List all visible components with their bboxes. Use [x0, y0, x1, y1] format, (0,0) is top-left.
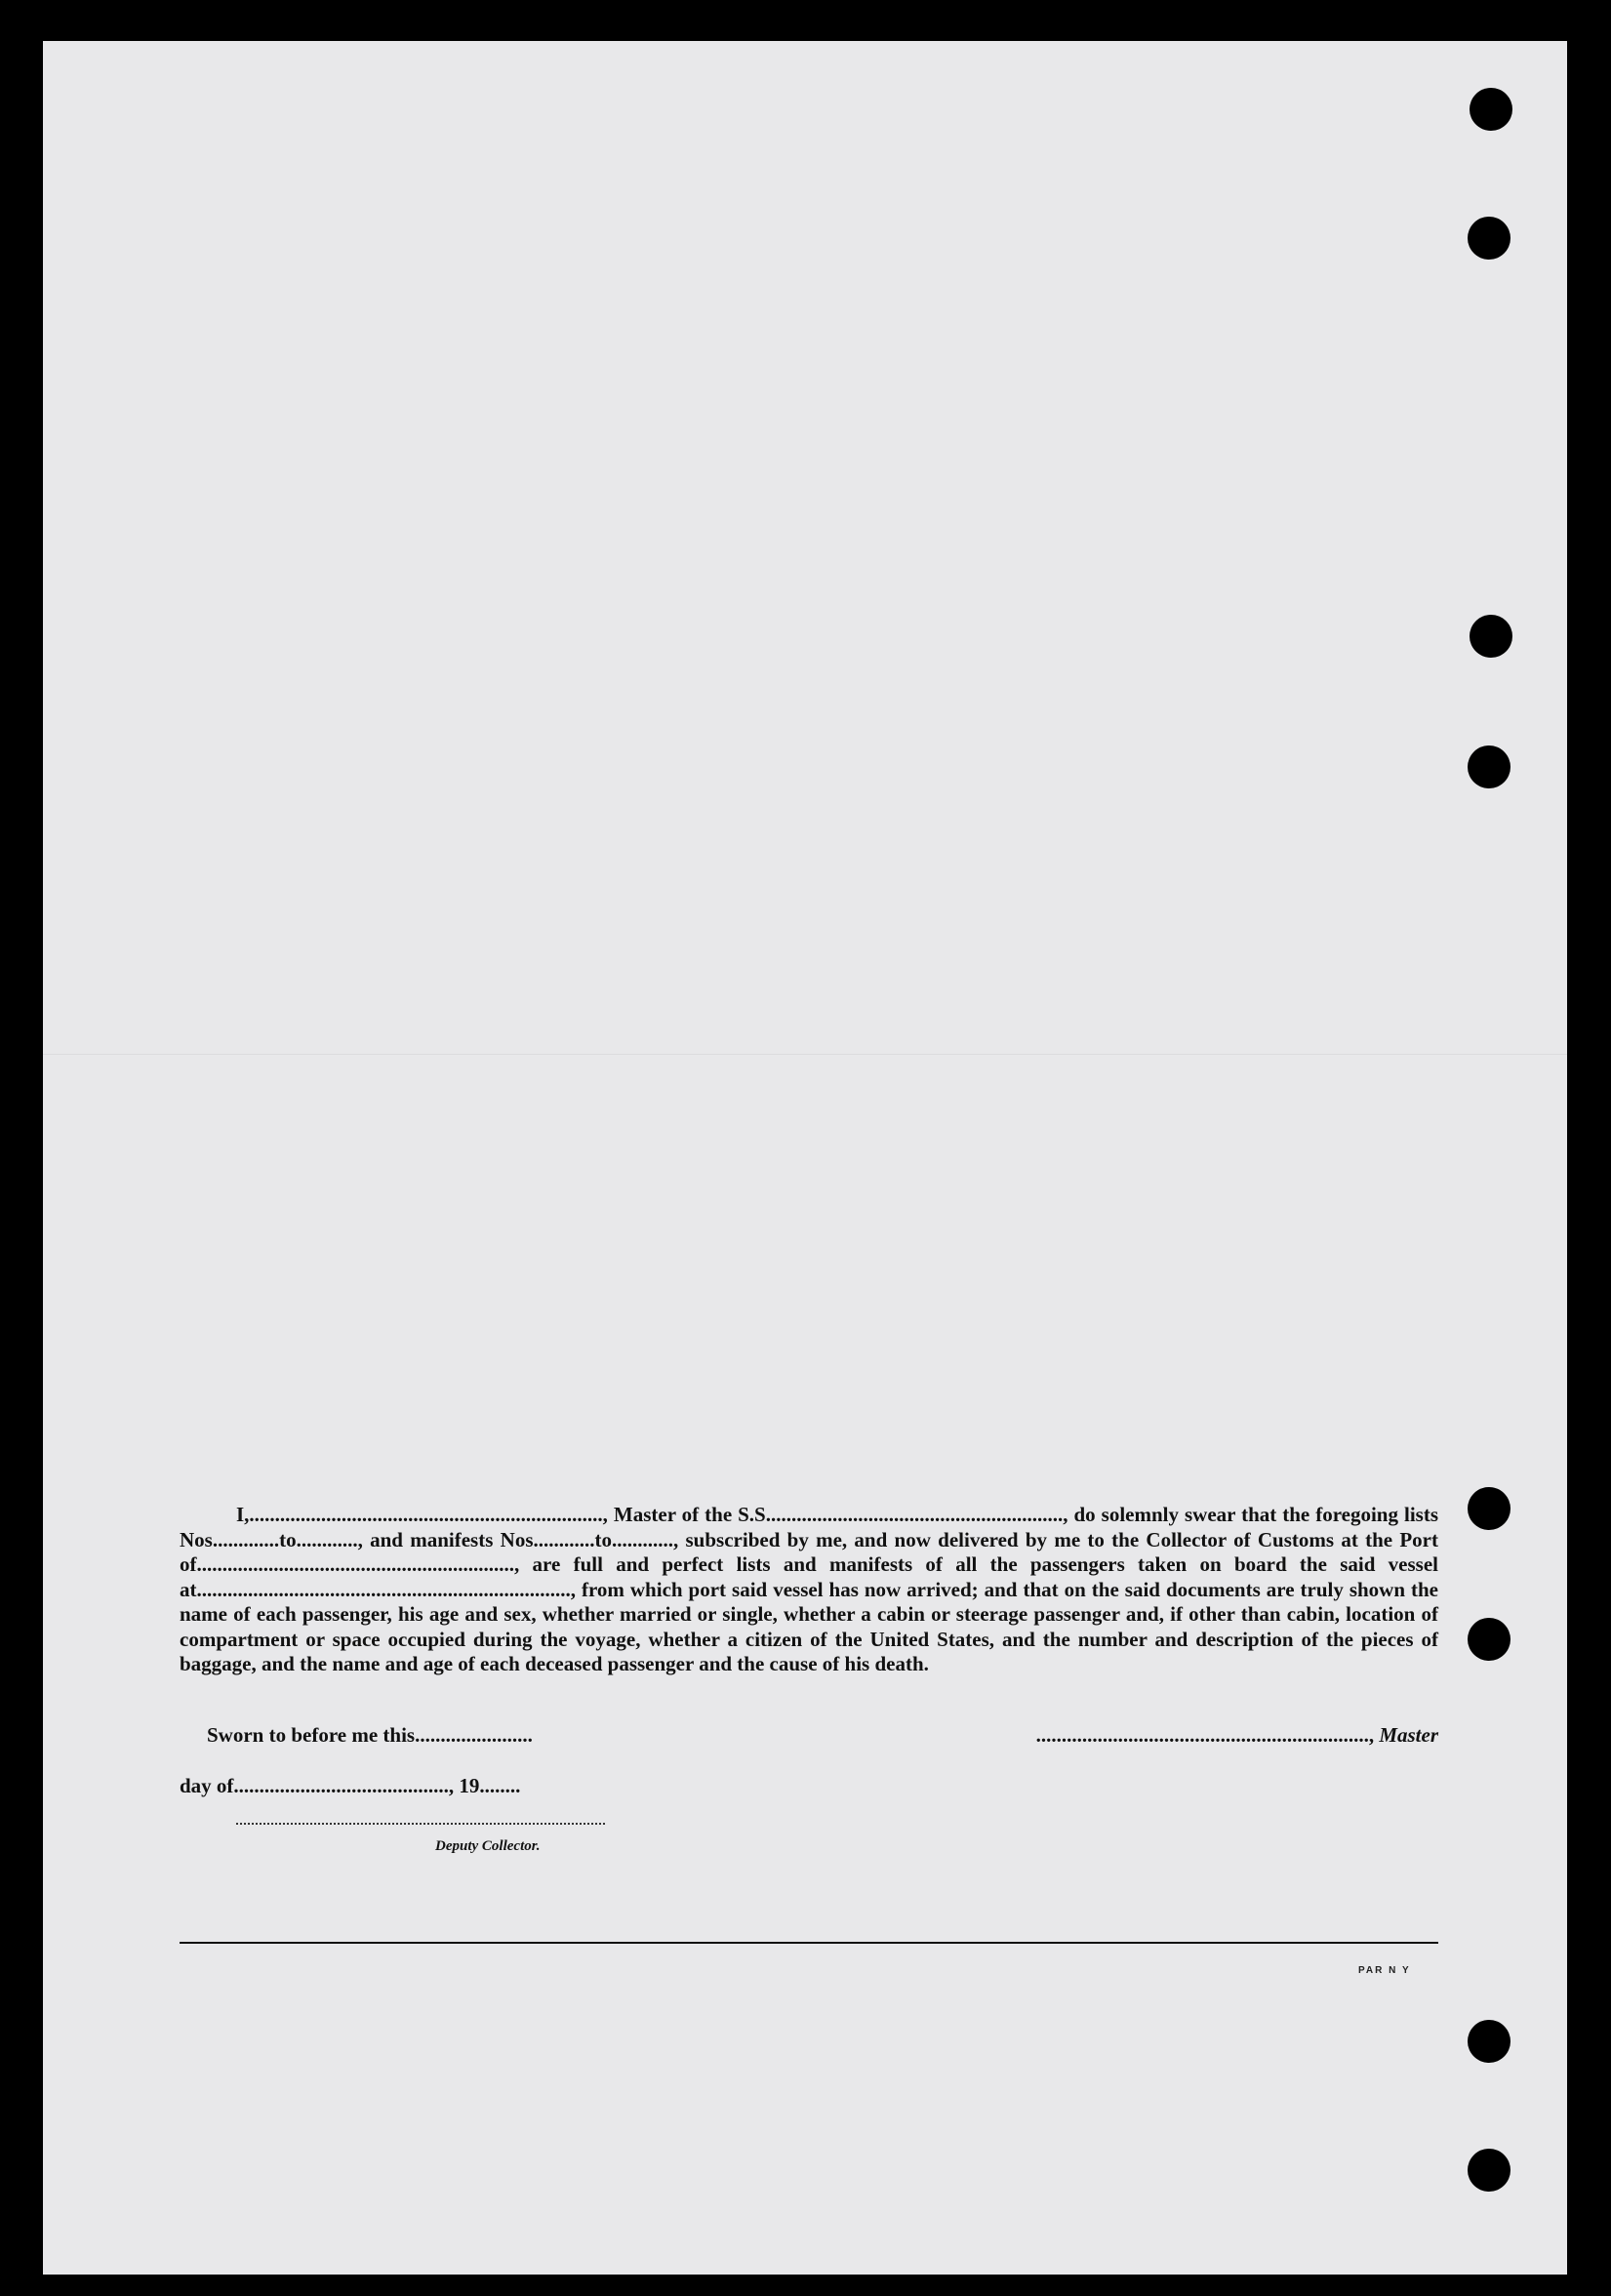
horizontal-rule — [180, 1942, 1438, 1944]
deputy-collector-label: Deputy Collector. — [435, 1838, 541, 1854]
form-page — [43, 41, 1567, 2275]
master-signature-dots: ................................................................., — [1035, 1723, 1375, 1747]
binder-hole-icon — [1468, 745, 1510, 788]
binder-hole-icon — [1468, 217, 1510, 260]
binder-hole-icon — [1470, 615, 1512, 658]
binder-hole-icon — [1468, 2149, 1510, 2192]
binder-hole-icon — [1470, 88, 1512, 131]
day-of-line: day of.........................................., 19........ — [180, 1774, 521, 1797]
master-signature-line — [931, 1723, 1438, 1748]
page-fold-line — [43, 1054, 1567, 1055]
master-label: Master — [1379, 1723, 1438, 1747]
master-oath-block — [180, 1503, 1438, 1677]
sworn-before-line: Sworn to before me this....................... — [207, 1723, 533, 1747]
oath-text: I,....................................................................., Master of the S.S.........................................................., do solemnly swear that the foregoing lists Nos.............to............, and manifests Nos............to............, subscribed by me, and now delivered by me to the Collector of Customs at the Port of.............................................................., are full and perfect lists and manifests of all the passengers taken on board the said vessel at........................................................................., from which port said vessel has now arrived; and that on the said documents are truly shown the name of each passenger, his age and sex, whether married or single, whether a cabin or steerage passenger and, if other than cabin, location of compartment or space occupied during the voyage, whether a citizen of the United States, and the number and description of the pieces of baggage, and the name and age of each deceased passenger and the cause of his death. — [180, 1503, 1438, 1675]
binder-hole-icon — [1468, 1487, 1510, 1530]
deputy-signature-line — [236, 1823, 605, 1825]
binder-hole-icon — [1468, 1618, 1510, 1661]
printer-mark: PAR N Y — [1358, 1965, 1411, 1976]
binder-hole-icon — [1468, 2020, 1510, 2063]
